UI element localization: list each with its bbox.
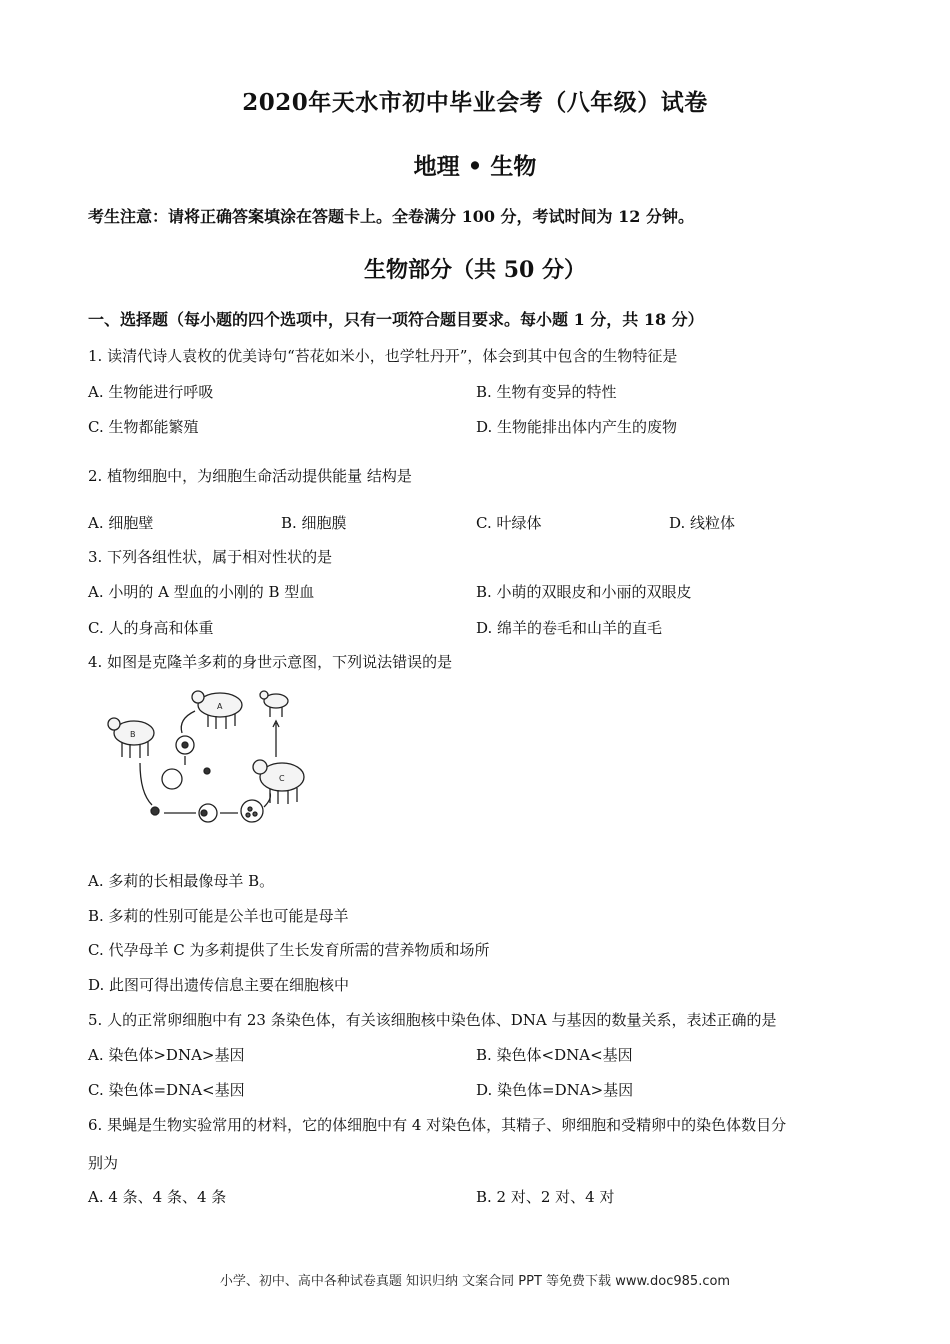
question-3-option-b: B. 小萌的双眼皮和小丽的双眼皮 [476,583,692,601]
page-footer[interactable]: 小学、初中、高中各种试卷真题 知识归纳 文案合同 PPT 等免费下载 www.doc985.com [219,1274,731,1289]
clone-sheep-diagram [100,683,310,843]
question-3-option-c: C. 人的身高和体重 [88,619,214,637]
exam-subtitle: 地理 • 生物 [413,153,537,180]
question-5-stem: 5. 人的正常卵细胞中有 23 条染色体，有关该细胞核中染色体、DNA 与基因的数量关系，表述正确的是 [88,1011,777,1029]
question-4-stem: 4. 如图是克隆羊多莉的身世示意图，下列说法错误的是 [88,653,453,671]
question-1-stem: 1. 读清代诗人袁枚的优美诗句“苔花如米小，也学牡丹开”，体会到其中包含的生物特征是 [88,347,678,365]
question-2-stem: 2. 植物细胞中，为细胞生命活动提供能量 结构是 [88,467,412,485]
question-1-option-a: A. 生物能进行呼吸 [88,383,214,401]
part-heading: 一、选择题（每小题的四个选项中，只有一项符合题目要求。每小题 1 分，共 18 分） [88,310,704,329]
question-4-option-a: A. 多莉的长相最像母羊 B。 [88,872,275,890]
question-6-stem: 6. 果蝇是生物实验常用的材料，它的体细胞中有 4 对染色体，其精子、卵细胞和受精卵中的染色体数目分 [88,1116,787,1134]
question-2-option-c: C. 叶绿体 [476,514,542,532]
section-title: 生物部分（共 50 分） [364,257,586,283]
question-4-option-d: D. 此图可得出遗传信息主要在细胞核中 [88,976,350,994]
question-2-option-d: D. 线粒体 [669,514,736,532]
exam-notice: 考生注意：请将正确答案填涂在答题卡上。全卷满分 100 分，考试时间为 12 分钟。 [88,207,694,226]
sheep-a-label: A [217,702,223,711]
question-5-option-d: D. 染色体=DNA>基因 [476,1081,634,1099]
question-5-option-b: B. 染色体<DNA<基因 [476,1046,633,1064]
question-5-option-a: A. 染色体>DNA>基因 [88,1046,245,1064]
question-3-option-d: D. 绵羊的卷毛和山羊的直毛 [476,619,663,637]
enucleated-egg-icon [162,769,182,789]
question-4-option-b: B. 多莉的性别可能是公羊也可能是母羊 [88,907,349,925]
question-1-option-d: D. 生物能排出体内产生的废物 [476,418,678,436]
question-3-stem: 3. 下列各组性状，属于相对性状的是 [88,548,333,566]
question-6-stem-continued: 别为 [88,1154,119,1172]
question-3-option-a: A. 小明的 A 型血的小刚的 B 型血 [88,583,315,601]
sheep-c-label: C [279,774,285,783]
sheep-b-label: B [130,730,136,739]
question-6-option-b: B. 2 对、2 对、4 对 [476,1188,615,1206]
question-5-option-c: C. 染色体=DNA<基因 [88,1081,245,1099]
question-2-option-b: B. 细胞膜 [281,514,347,532]
exam-title: 2020年天水市初中毕业会考（八年级）试卷 [242,89,708,116]
embryo-icon [241,800,263,822]
question-1-option-b: B. 生物有变异的特性 [476,383,617,401]
question-2-option-a: A. 细胞壁 [88,514,154,532]
question-4-option-c: C. 代孕母羊 C 为多莉提供了生长发育所需的营养物质和场所 [88,941,490,959]
question-6-option-a: A. 4 条、4 条、4 条 [88,1188,227,1206]
dolly-lamb-icon [260,691,288,717]
question-1-option-c: C. 生物都能繁殖 [88,418,199,436]
